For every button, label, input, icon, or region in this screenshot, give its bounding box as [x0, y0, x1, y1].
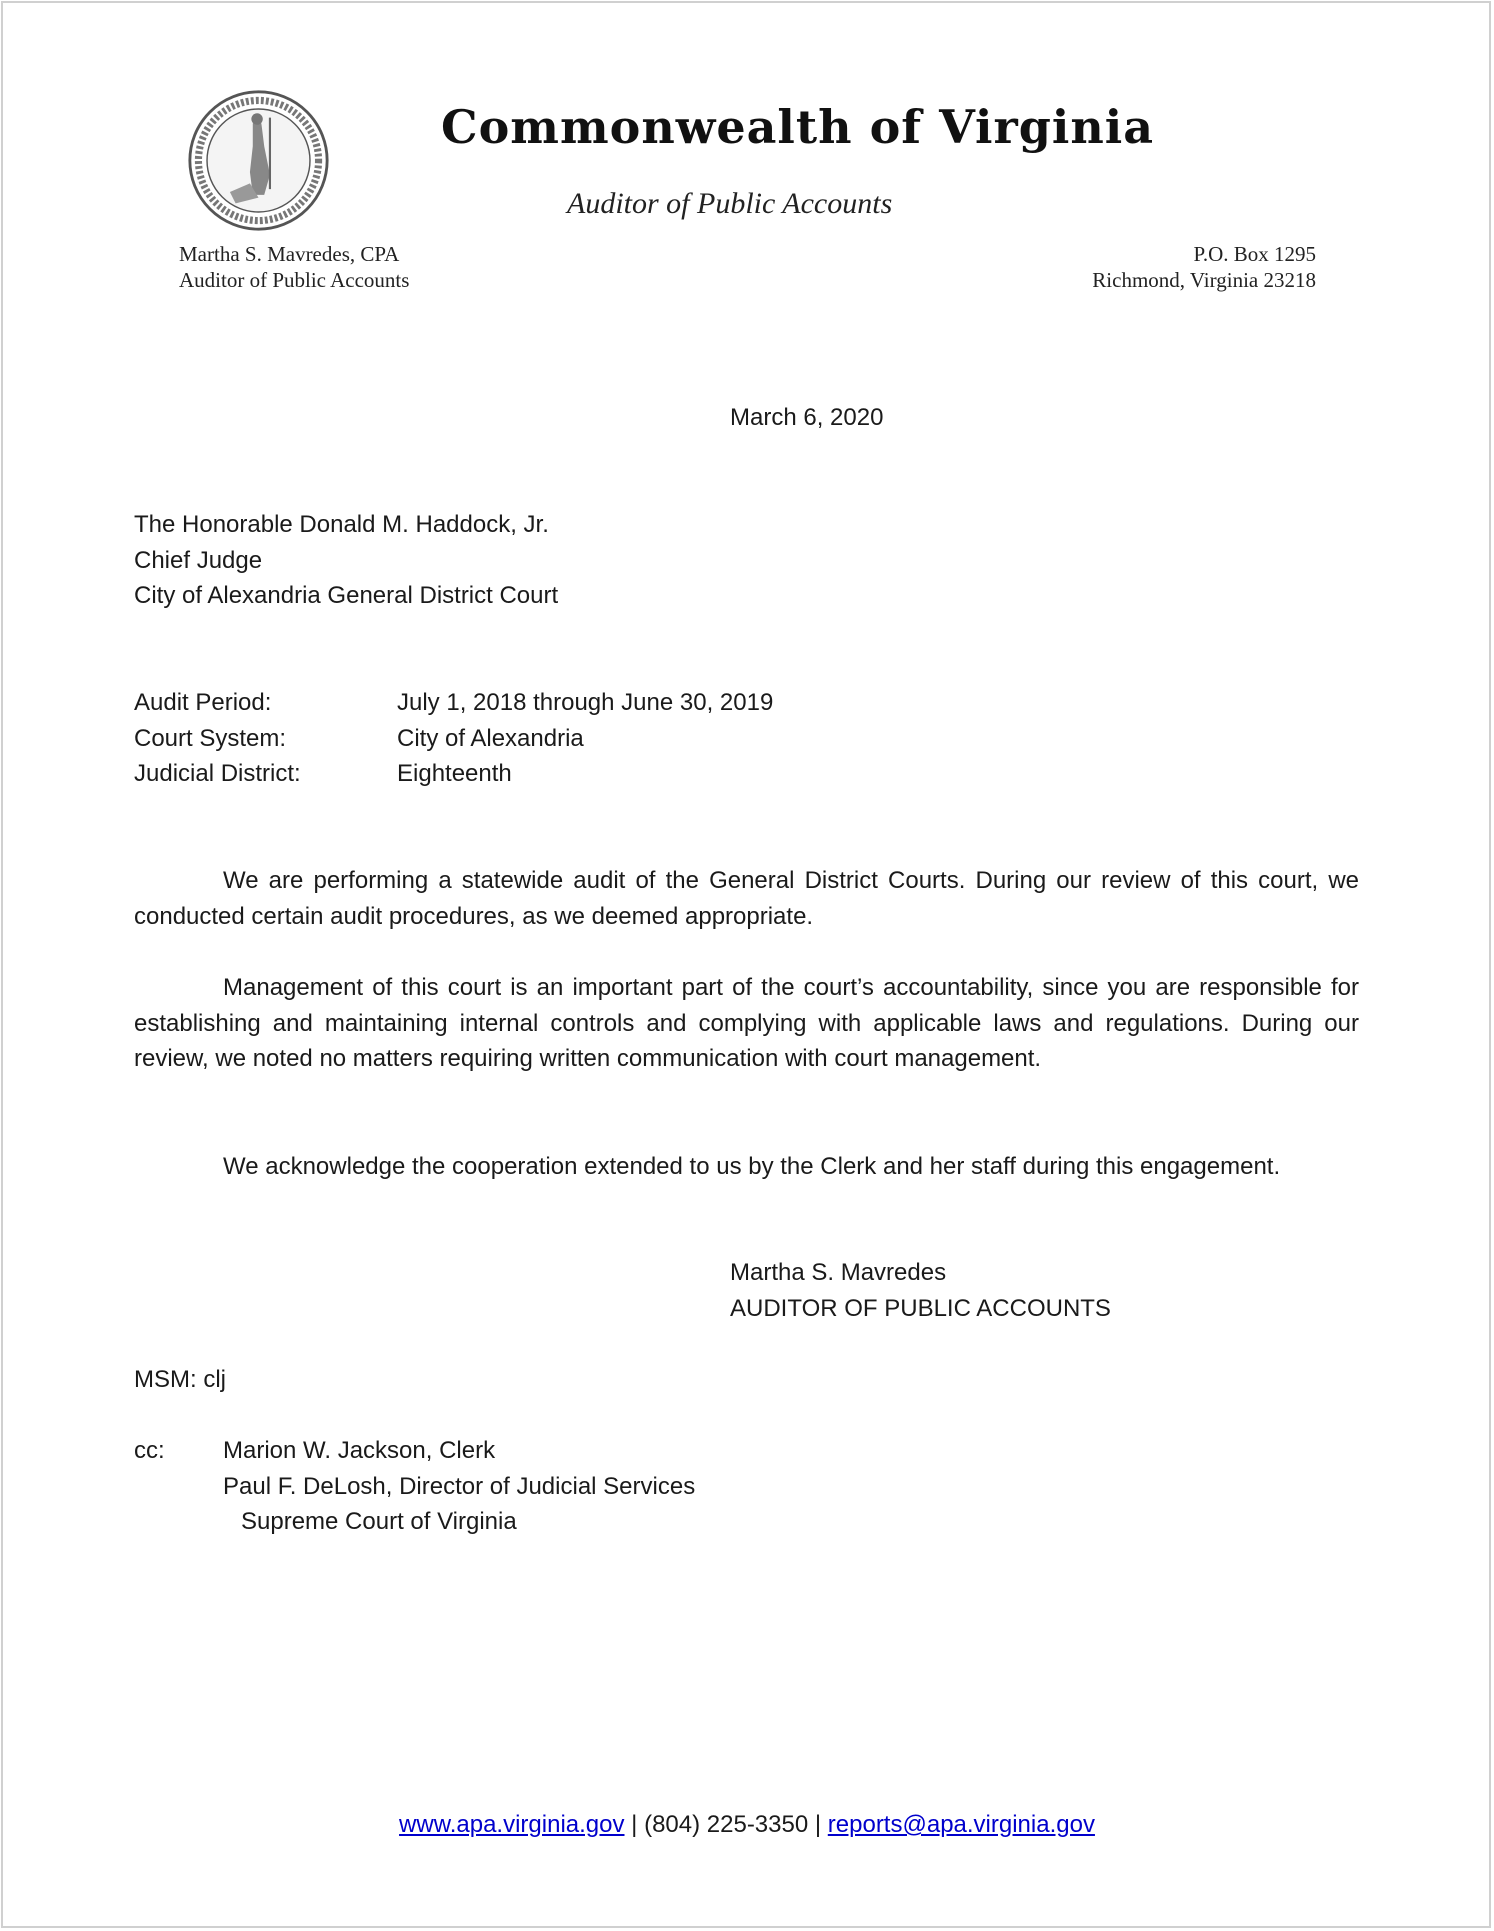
paragraph-text: We are performing a statewide audit of the General District Courts. During our review of this court, we conducted certain audit procedures, as we deemed appropriate.	[134, 867, 1359, 930]
footer	[0, 1807, 1494, 1843]
cc-recipient: Paul F. DeLosh, Director of Judicial Services	[223, 1472, 696, 1500]
signature-title: AUDITOR OF PUBLIC ACCOUNTS	[730, 1294, 1111, 1322]
city-state-zip: Richmond, Virginia 23218	[1092, 268, 1316, 292]
cc-label: cc:	[134, 1437, 165, 1464]
initials: MSM: clj	[134, 1366, 226, 1393]
body-paragraph-3	[134, 1149, 1359, 1185]
cc-recipient: Marion W. Jackson, Clerk	[223, 1437, 496, 1464]
judicial-district-row	[134, 756, 1359, 792]
auditor-name: Martha S. Mavredes, CPA	[179, 242, 400, 266]
auditor-name-block	[179, 241, 409, 293]
audit-period-row	[134, 685, 1359, 721]
court-system-label: Court System:	[134, 724, 287, 752]
cc-list	[223, 1433, 695, 1540]
judicial-district-label: Judicial District:	[134, 760, 301, 788]
signature-block	[730, 1255, 1111, 1326]
recipient-title: Chief Judge	[134, 546, 263, 574]
court-system-value: City of Alexandria	[397, 724, 584, 752]
letterhead-subtitle: Auditor of Public Accounts	[567, 187, 893, 220]
body-paragraph-2	[134, 970, 1359, 1077]
recipient-court: City of Alexandria General District Court	[134, 582, 559, 610]
judicial-district-value: Eighteenth	[397, 760, 512, 788]
letterhead-title: Commonwealth of Virginia	[441, 100, 1155, 154]
body-paragraph-1	[134, 863, 1359, 934]
footer-separator: |	[631, 1811, 638, 1838]
recipient-name: The Honorable Donald M. Haddock, Jr.	[134, 511, 549, 538]
virginia-seal-logo	[187, 89, 330, 232]
website-link[interactable]: www.apa.virginia.gov	[399, 1811, 625, 1838]
audit-period-value: July 1, 2018 through June 30, 2019	[397, 689, 774, 716]
mailing-address	[1092, 241, 1316, 293]
audit-period-label: Audit Period:	[134, 689, 272, 716]
cc-recipient: Supreme Court of Virginia	[241, 1508, 517, 1536]
recipient-block	[134, 507, 1359, 614]
footer-separator: |	[814, 1811, 822, 1838]
phone-number: (804) 225-3350	[644, 1811, 809, 1838]
email-link[interactable]: reports@apa.virginia.gov	[827, 1811, 1095, 1838]
paragraph-text: We acknowledge the cooperation extended to us by the Clerk and her staff during this engagement.	[223, 1153, 1281, 1180]
audit-info	[134, 685, 1359, 792]
po-box: P.O. Box 1295	[1193, 242, 1316, 266]
letter-date: March 6, 2020	[730, 404, 884, 431]
auditor-title: Auditor of Public Accounts	[179, 268, 410, 292]
paragraph-text: Management of this court is an important part of the court’s accountability, since you are responsible for establishing and maintaining internal controls and complying with applicable laws and regulations. During our review, we noted no matters requiring written communication with court management.	[134, 974, 1359, 1073]
signature-name: Martha S. Mavredes	[730, 1259, 947, 1286]
court-system-row	[134, 721, 1359, 757]
